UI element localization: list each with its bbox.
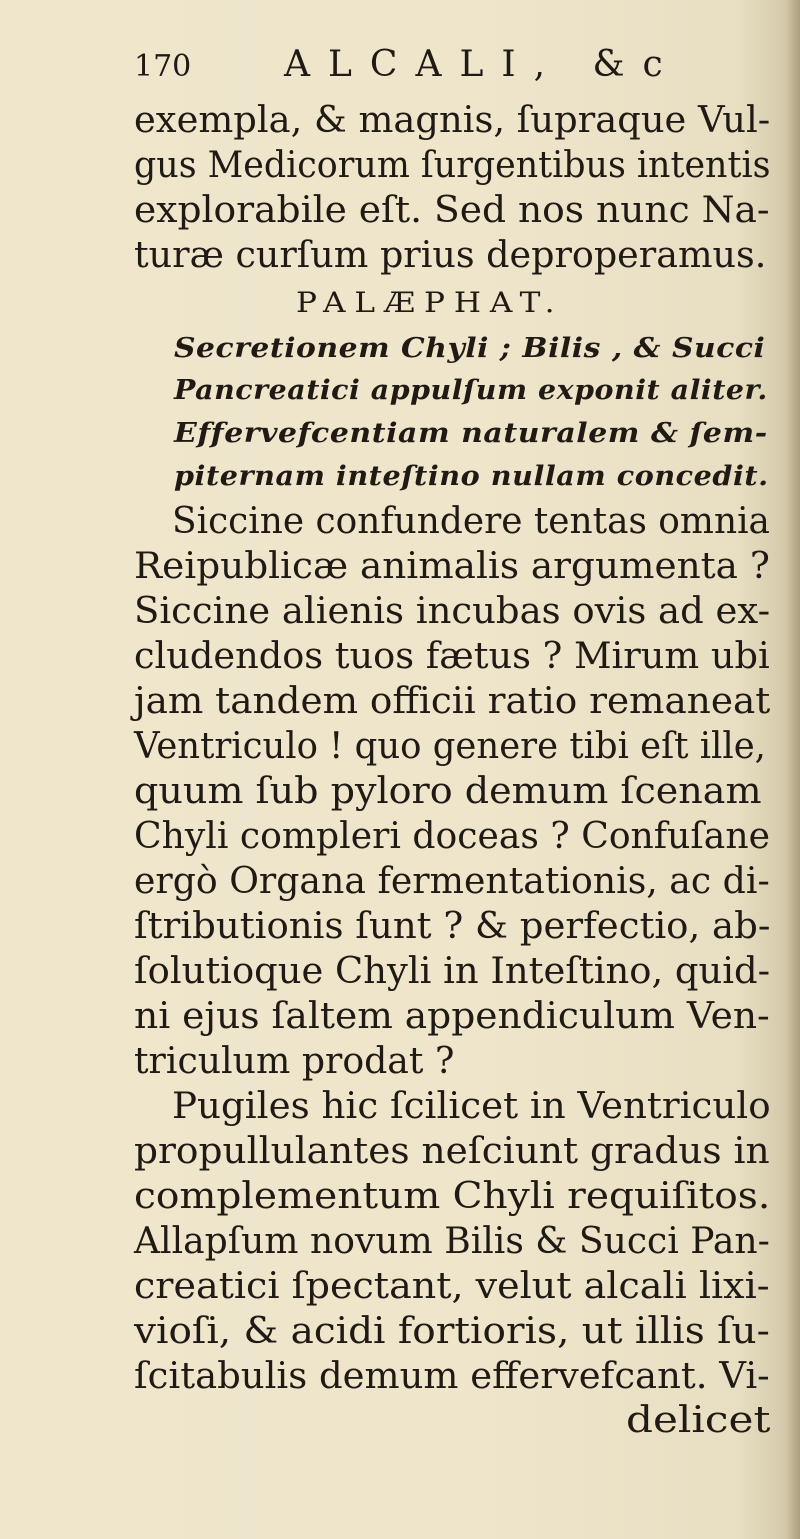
- text-line: ſtributionis ſunt ? & perfectio, ab-: [134, 906, 771, 947]
- page-edge-shadow: [786, 0, 800, 1539]
- text-line: Allapſum novum Bilis & Succi Pan-: [134, 1221, 770, 1262]
- text-line: gus Medicorum ſurgentibus intentis: [134, 145, 771, 186]
- argument-line: Effervefcentiam naturalem & ſem-: [174, 418, 768, 449]
- text-line: Ventriculo ! quo genere tibi eſt ille,: [134, 726, 766, 767]
- catchword: delicet: [626, 1400, 771, 1441]
- speaker-heading: PALÆPHAT.: [296, 286, 564, 319]
- text-line: Reipublicæ animalis argumenta ?: [134, 546, 770, 587]
- text-line: triculum prodat ?: [134, 1041, 455, 1082]
- text-line: propullulantes neſciunt gradus in: [134, 1131, 770, 1172]
- text-line: exempla, & magnis, ſupraque Vul-: [134, 100, 771, 141]
- running-header: [134, 40, 694, 90]
- text-line: Siccine confundere tentas omnia: [172, 501, 770, 542]
- page-number: 170: [134, 49, 192, 84]
- text-line: ni ejus ſaltem appendiculum Ven-: [134, 996, 770, 1037]
- text-line: explorabile eſt. Sed nos nunc Na-: [134, 190, 770, 231]
- argument-line: Pancreatici appulſum exponit aliter.: [174, 375, 768, 406]
- text-line: ſolutioque Chyli in Inteſtino, quid-: [134, 951, 771, 992]
- text-line: quum ſub pyloro demum ſcenam: [134, 771, 762, 812]
- argument-line: Secretionem Chyli ; Bilis , & Succi: [174, 333, 766, 364]
- text-line: Siccine alienis incubas ovis ad ex-: [134, 591, 771, 632]
- running-title: ALCALI, &c: [284, 44, 681, 85]
- text-line: Chyli compleri doceas ? Confuſane: [134, 816, 770, 857]
- text-line: cludendos tuos fætus ? Mirum ubi: [134, 636, 770, 677]
- text-line: turæ curſum prius deproperamus.: [134, 235, 767, 276]
- text-line: jam tandem officii ratio remaneat: [134, 681, 771, 722]
- text-line: creatici ſpectant, velut alcali lixi-: [134, 1266, 770, 1307]
- text-line: Pugiles hic ſcilicet in Ventriculo: [172, 1086, 771, 1127]
- argument-line: piternam inteſtino nullam concedit.: [174, 461, 769, 492]
- text-line: complementum Chyli requiſitos.: [134, 1176, 771, 1217]
- text-line: vioſi, & acidi fortioris, ut illis ſu-: [134, 1311, 770, 1352]
- text-line: ſcitabulis demum effervefcant. Vi-: [134, 1356, 770, 1397]
- text-line: ergò Organa fermentationis, ac di-: [134, 861, 770, 902]
